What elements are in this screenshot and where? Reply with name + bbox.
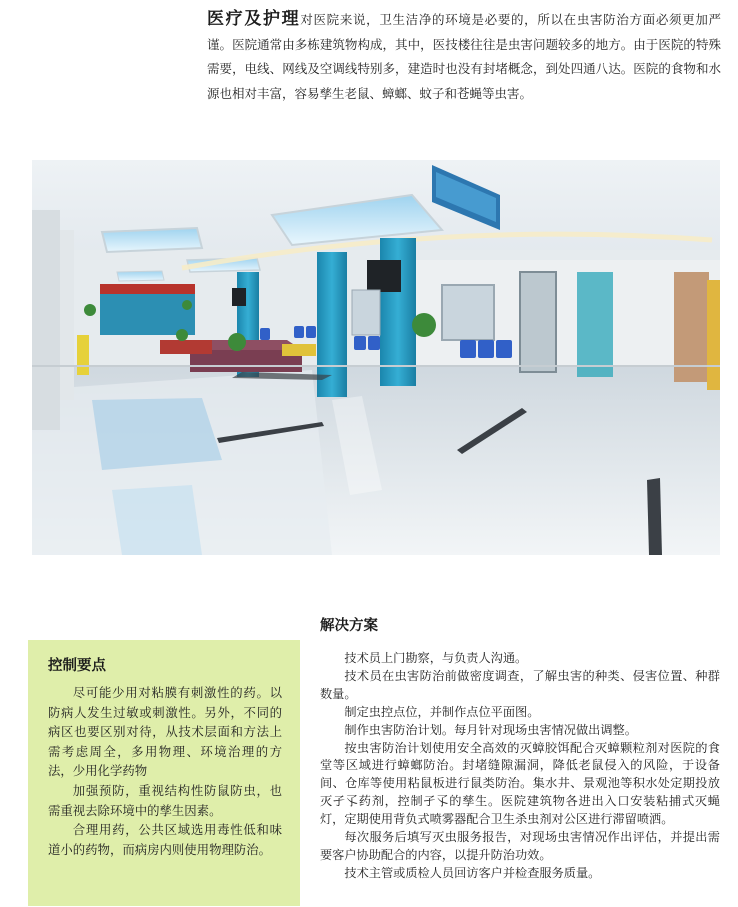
solution-step: 制作虫害防治计划。每月针对现场虫害情况做出调整。 [344, 722, 637, 737]
intro-body: 对医院来说，卫生洁净的环境是必要的，所以在虫害防治方面必须更加严谨。医院通常由多栋建筑物构成，其中，医技楼往往是虫害问题较多的地方。由于医院的特殊需要，电线、网线及空调线特别多，建造时也没有封堵概念，到处四通八达。医院的食物和水源也相对丰富，容易孳生老鼠、蟑螂、蚊子和苍蝇等虫害。 [207, 12, 721, 101]
key-point-paragraph: 加强预防，重视结构性防鼠防虫，也需重视去除环境中的孳生因素。 [48, 782, 282, 818]
solution-step: 技术员上门勘察，与负责人沟通。 [344, 651, 528, 665]
solution-step: 制定虫控点位，并制作点位平面图。 [344, 704, 540, 719]
intro-lead-title: 医疗及护理 [207, 9, 301, 29]
lobby-illustration [32, 160, 720, 555]
key-points-title: 控制要点 [48, 658, 106, 674]
solution-step: 每次服务后填写灭虫服务报告，对现场虫害情况作出评估，并提出需要客户协助配合的内容，以提升防治功效。 [320, 830, 720, 862]
key-point-paragraph: 合理用药，公共区域选用毒性低和味道小的药物，而病房内则使用物理防治。 [48, 822, 282, 857]
hospital-lobby-photo [32, 160, 720, 555]
key-points-box [28, 640, 300, 906]
solutions-title: 解决方案 [320, 618, 378, 634]
key-point-paragraph: 尽可能少用对粘膜有刺激性的药。以防病人发生过敏或刺激性。另外，不同的病区也要区别对待，从技术层面和方法上需考虑周全，多用物理、环境治理的方法，少用化学药物 [48, 685, 282, 779]
solutions-section [320, 614, 720, 883]
solution-step: 技术主管或质检人员回访客户并检查服务质量。 [344, 865, 601, 880]
intro-paragraph [207, 7, 721, 106]
solution-step: 技术员在虫害防治前做密度调查，了解虫害的种类、侵害位置、种群数量。 [320, 668, 720, 701]
solution-step: 按虫害防治计划使用安全高效的灭蟑胶饵配合灭蟑颗粒剂对医院的食堂等区域进行蟑螂防治。封堵缝隙漏洞，降低老鼠侵入的风险，于设备间、仓库等使用粘鼠板进行鼠类防治。集水井、景观池等积水处定期投放灭孑孓药剂，控制孑孓的孳生。医院建筑物各进出入口安装粘捕式灭蝇灯，定期使用背负式喷雾器配合卫生杀虫剂对公区进行滞留喷洒。 [320, 740, 720, 827]
